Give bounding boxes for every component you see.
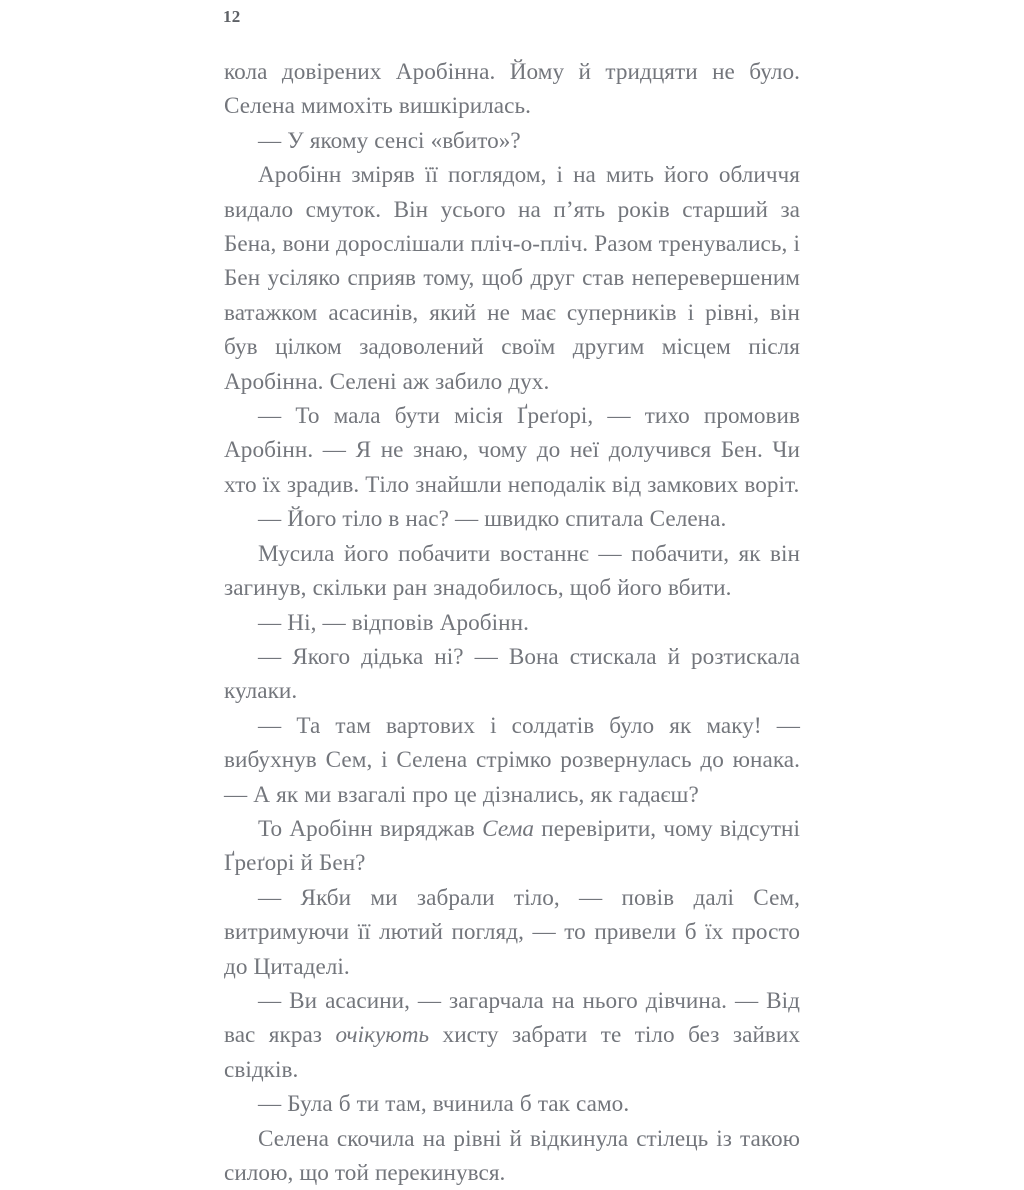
paragraph-narrative-italic: То Аробінн виряджав Сема перевірити, чому відсутні Ґреґорі й Бен? [224,815,800,877]
emphasis-text: Сема [482,815,535,842]
paragraph-dialogue: — У якому сенсі «вбито»? [258,127,521,154]
paragraph-continuation: кола довірених Аробінна. Йому й тридцяти не було. Селена мимохіть вишкірилась. [224,59,800,120]
paragraph-dialogue-italic: — Ви асасини, — загарчала на нього дівчина. — Від вас якраз очікують хисту забрати те тіло без зайвих свідків. [224,987,801,1083]
emphasis-text: очікують [335,1022,430,1049]
paragraph-narrative: Селена скочила на рівні й відкинула стілець із такою силою, що той перекинувся. [224,1125,800,1186]
paragraph-dialogue: — Та там вартових і солдатів було як маку! — вибухнув Сем, і Селена стрімко розвернулась до юнака. — А як ми взагалі про це дізнались, як гадаєш? [224,712,800,808]
paragraph-dialogue: — Його тіло в нас? — швидко спитала Селена. [258,506,727,533]
paragraph-dialogue: — То мала бути місія Ґреґорі, — тихо промовив Аробінн. — Я не знаю, чому до неї долучився Бен. Чи хто їх зрадив. Тіло знайшли неподалік від замкових воріт. [224,403,800,498]
paragraph-dialogue: — Ні, — відповів Аробінн. [258,609,529,636]
paragraph-narrative: Мусила його побачити востаннє — побачити, як він загинув, скільки ран знадобилось, щоб його вбити. [224,540,800,602]
body-text-block [224,55,800,1190]
page-number: 12 [223,7,241,26]
paragraph-dialogue: — Якби ми забрали тіло, — повів далі Сем, витримуючи її лютий погляд, — то привели б їх просто до Цитаделі. [224,884,800,980]
paragraph-narrative: Аробінн зміряв її поглядом, і на мить його обличчя видало смуток. Він усього на п’ять років старший за Бена, вони дорослішали пліч-о-пліч. Разом тренувались, і Бен усіляко сприяв тому, щоб друг став неперевершеним ватажком асасинів, який не має суперників і рівні, він був цілком задоволений своїм другим місцем після Аробінна. Селені аж забило дух. [224,162,800,395]
paragraph-dialogue: — Була б ти там, вчинила б так само. [258,1091,630,1118]
paragraph-dialogue: — Якого дідька ні? — Вона стискала й розтискала кулаки. [224,643,800,705]
